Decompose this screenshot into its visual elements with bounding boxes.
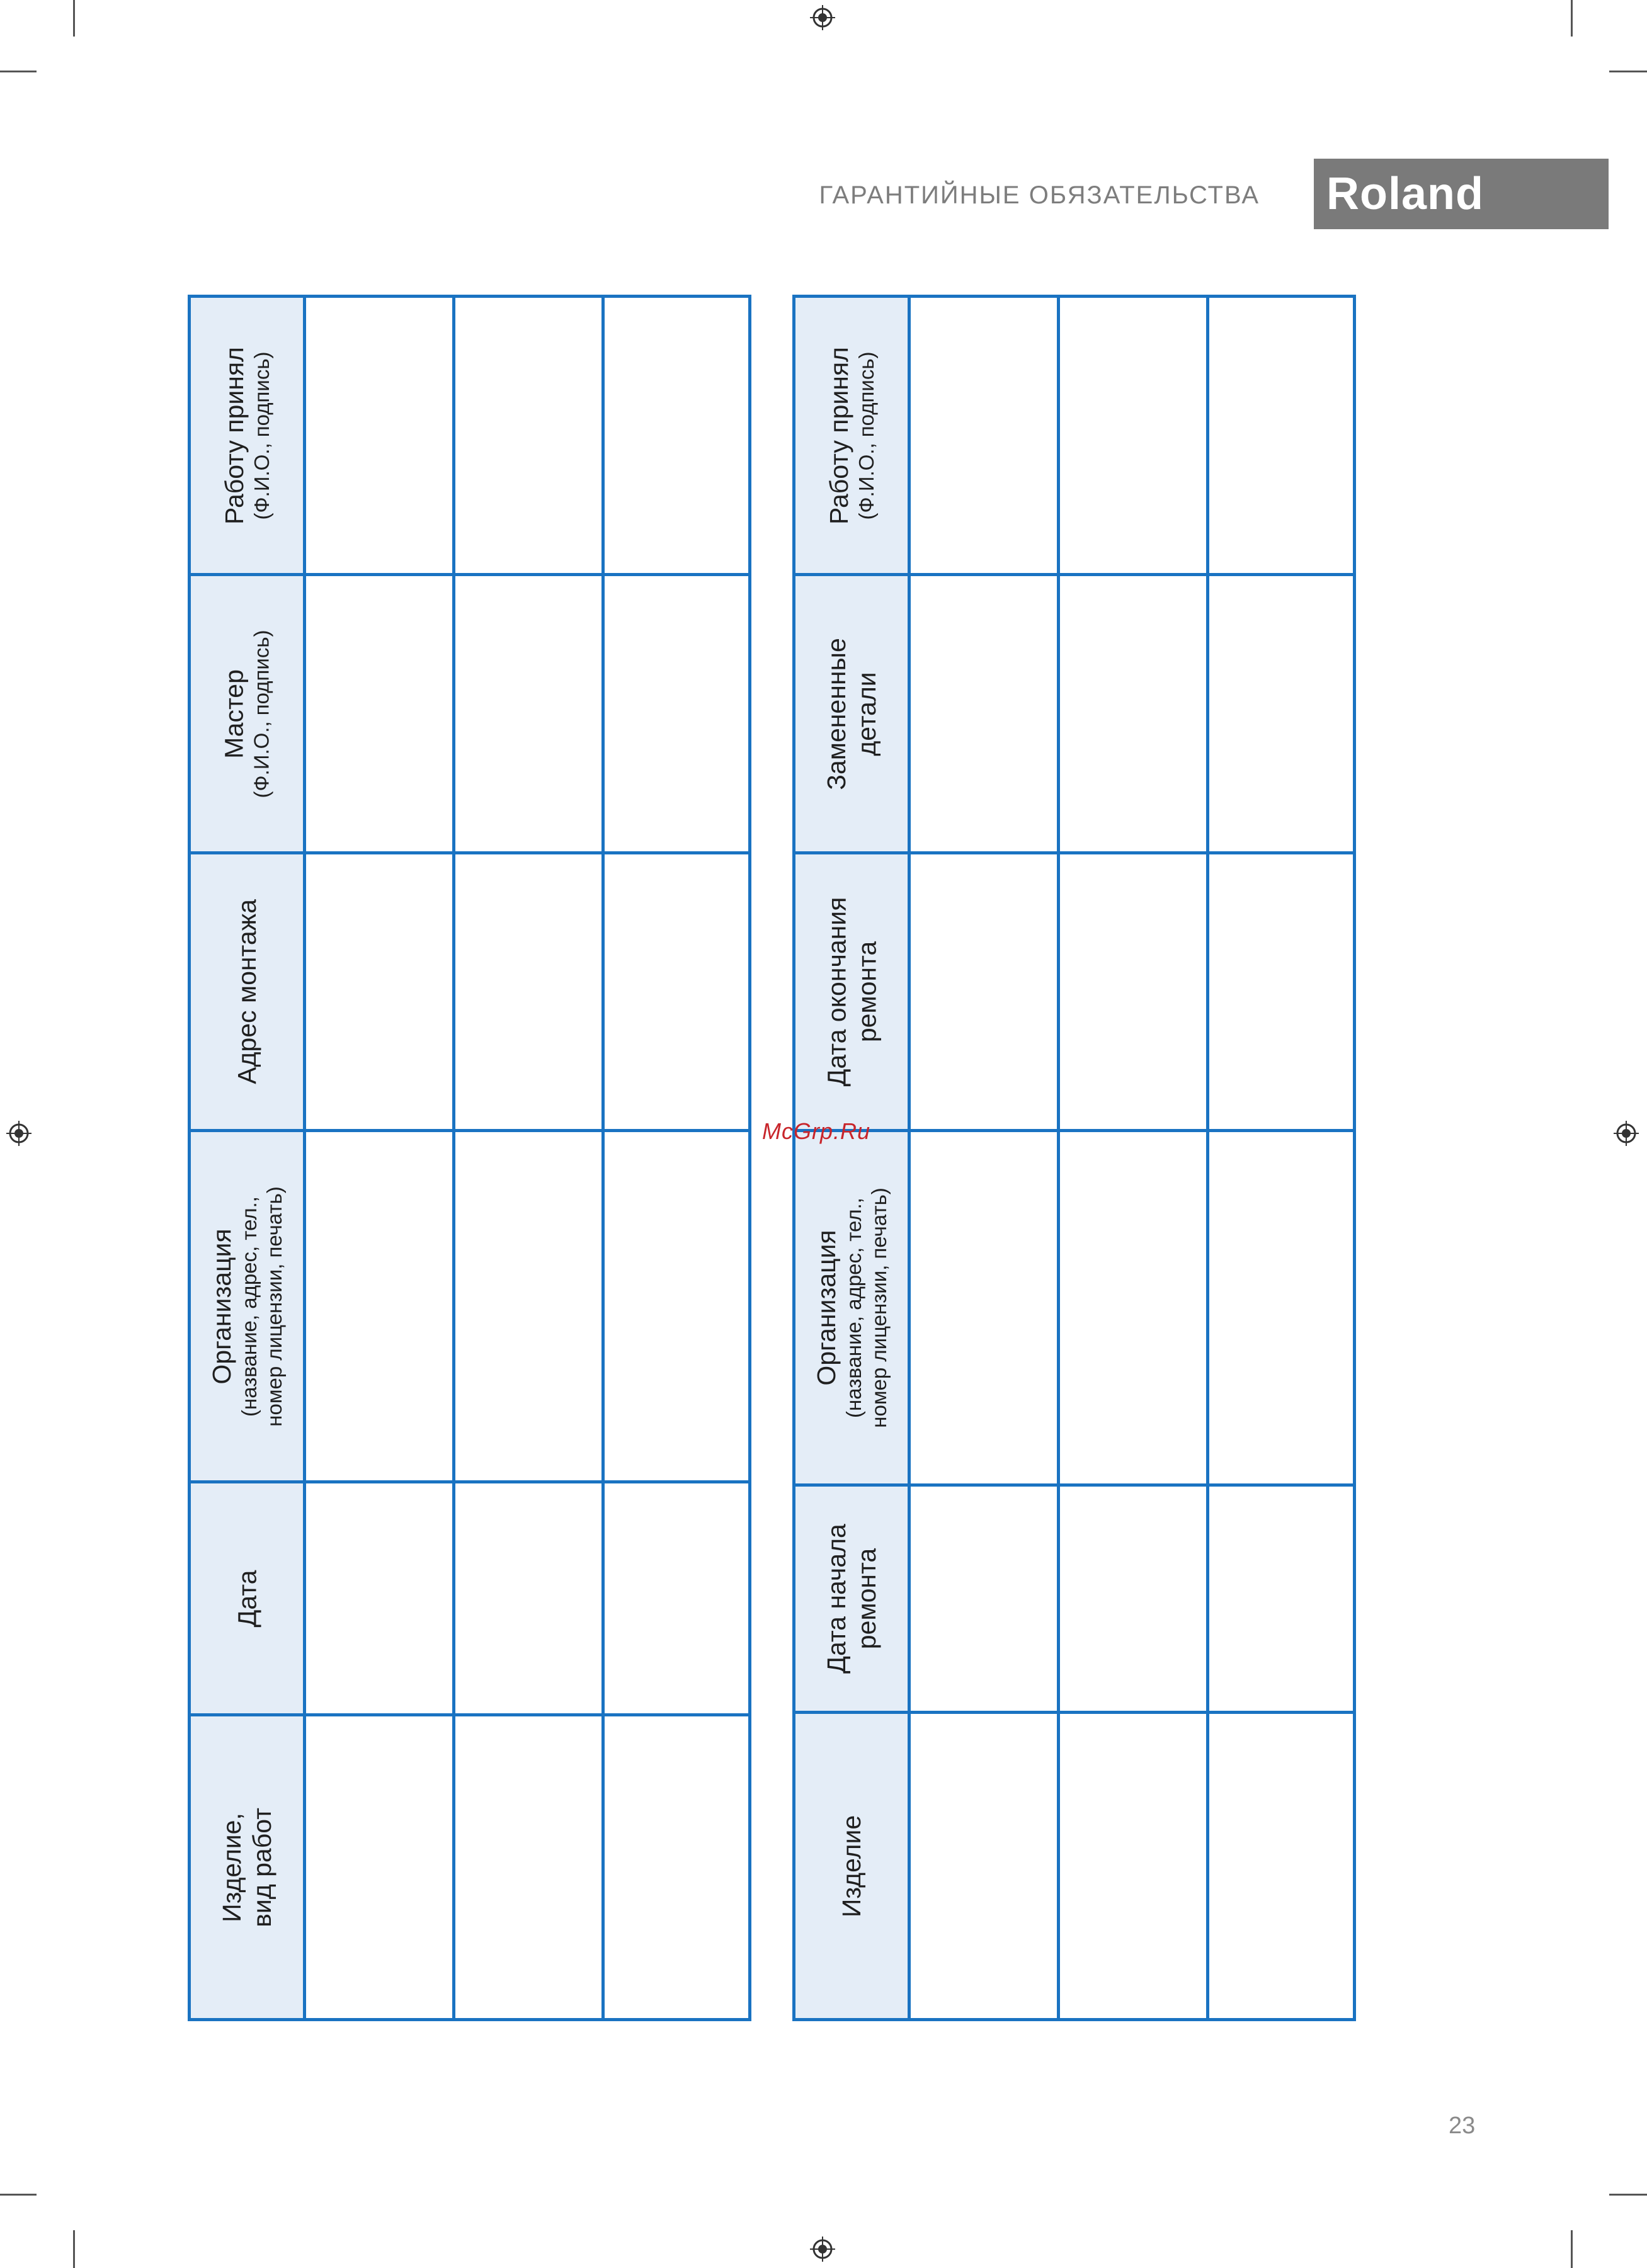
brand-logo (1314, 159, 1609, 229)
crop-mark (0, 2194, 37, 2196)
header-product-work-type: Изделие, вид работ (217, 1807, 277, 1927)
crop-mark (1571, 0, 1573, 37)
column-divider (601, 298, 605, 2018)
repair-table (792, 295, 1356, 2021)
watermark: McGrp.Ru (762, 1118, 871, 1144)
installation-table (188, 295, 751, 2021)
crop-mark (1609, 71, 1647, 72)
column-divider (1057, 298, 1060, 2018)
header-accepted-by: Работу принял (Ф.И.О., подпись) (824, 346, 879, 524)
header-date: Дата (232, 1570, 261, 1627)
registration-mark-icon (6, 1121, 31, 1146)
column-divider (908, 298, 911, 2018)
registration-mark-icon (810, 2237, 835, 2262)
brand-name: Roland (1326, 169, 1484, 219)
header-organization: Организация (название, адрес, тел., номер лицензии, печать) (207, 1186, 287, 1427)
section-title: ГАРАНТИЙНЫЕ ОБЯЗАТЕЛЬСТВА (819, 181, 1260, 209)
header-replaced-parts: Замененные детали (822, 637, 881, 790)
header-repair-end-date: Дата окончания ремонта (822, 897, 882, 1087)
header-organization: Организация (название, адрес, тел., номер лицензии, печать) (812, 1188, 891, 1428)
crop-mark (1609, 2194, 1647, 2196)
crop-mark (73, 0, 75, 37)
crop-mark (73, 2230, 75, 2268)
column-divider (303, 298, 306, 2018)
column-divider (452, 298, 455, 2018)
registration-mark-icon (810, 5, 835, 30)
header-install-address: Адрес монтажа (232, 899, 261, 1084)
column-divider (1206, 298, 1209, 2018)
crop-mark (0, 71, 37, 72)
header-master: Мастер (Ф.И.О., подпись) (220, 629, 274, 798)
header-repair-start-date: Дата начала ремонта (822, 1524, 881, 1674)
header-product: Изделие (836, 1815, 866, 1917)
registration-mark-icon (1614, 1121, 1639, 1146)
crop-mark (1571, 2230, 1573, 2268)
header-accepted-by: Работу принял (Ф.И.О., подпись) (220, 346, 274, 524)
page-number: 23 (1449, 2112, 1476, 2139)
